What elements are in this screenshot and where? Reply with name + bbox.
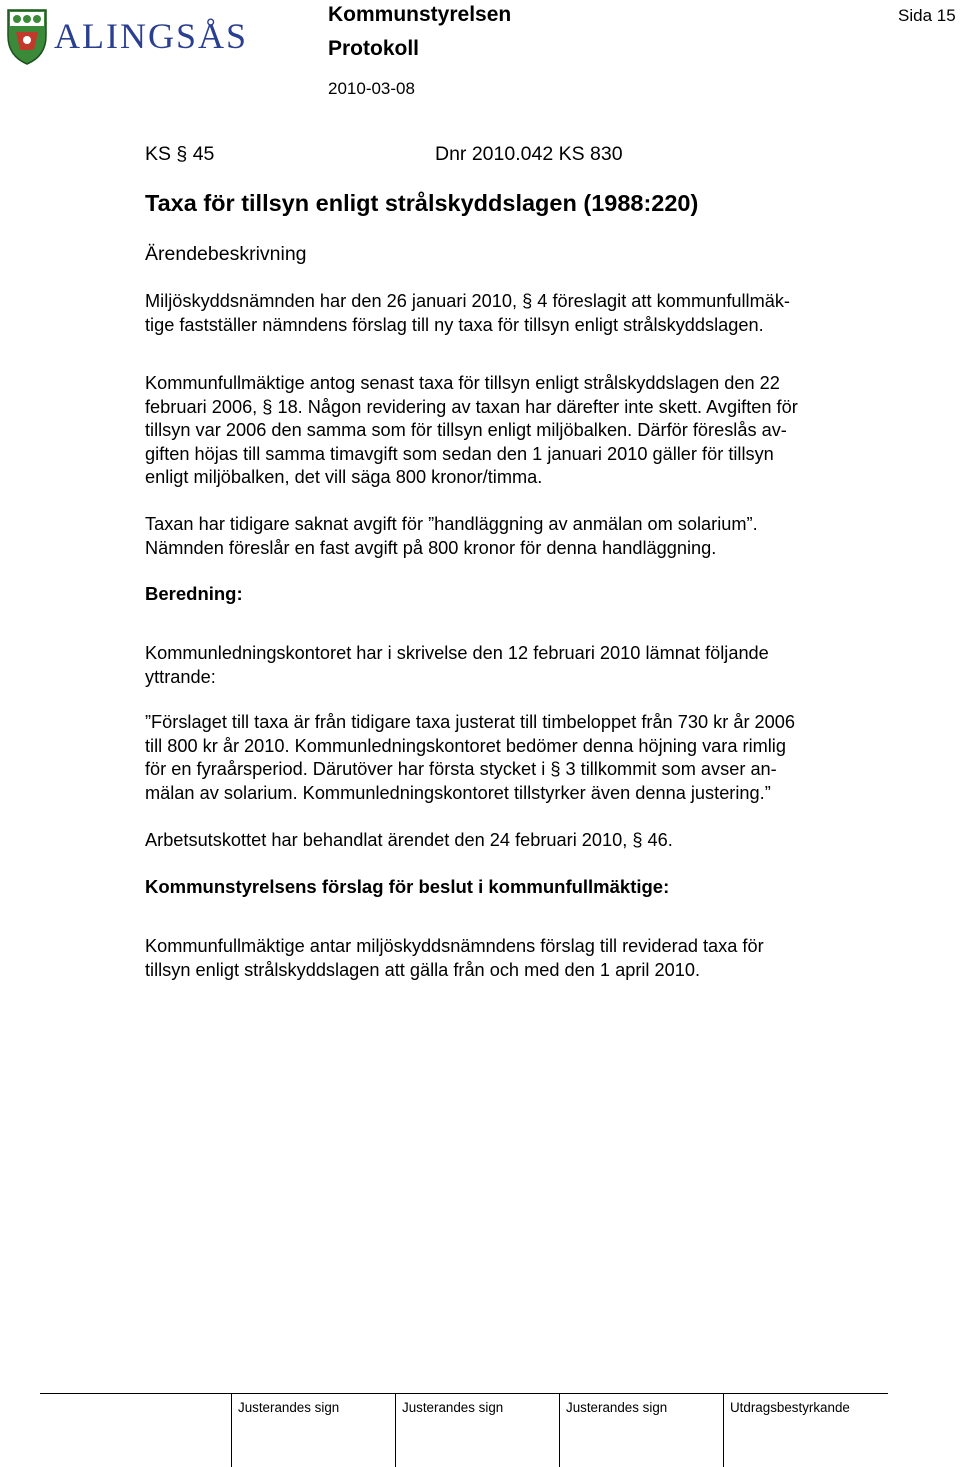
text-line: Kommunfullmäktige antar miljöskyddsnämndens förslag till reviderad taxa för (145, 936, 764, 956)
text-line: tillsyn var 2006 den samma som för tillsyn enligt miljöbalken. Därför föreslås av- (145, 420, 787, 440)
section-heading-forslag: Kommunstyrelsens förslag för beslut i kommunfullmäktige: (145, 876, 670, 897)
text-line: Taxan har tidigare saknat avgift för ”handläggning av anmälan om solarium”. (145, 514, 758, 534)
footer-sign-label: Justerandes sign (238, 1400, 340, 1415)
paragraph-4 (145, 642, 885, 689)
text-line: mälan av solarium. Kommunledningskontoret tillstyrker även denna justering.” (145, 782, 771, 803)
text-line: giften höjas till samma timavgift som sedan den 1 januari 2010 gäller för tillsyn (145, 443, 774, 464)
text-line: februari 2006, § 18. Någon revidering av taxan har därefter inte skett. Avgiften för (145, 396, 798, 417)
paragraph-2 (145, 372, 885, 490)
text-line: Kommunfullmäktige antog senast taxa för tillsyn enligt strålskyddslagen den 22 (145, 373, 780, 393)
footer-sign-label: Justerandes sign (402, 1400, 504, 1415)
paragraph-1 (145, 290, 885, 337)
footer-column-divider (559, 1393, 560, 1467)
footer-column-divider (231, 1393, 232, 1467)
svg-text:ALINGSÅS: ALINGSÅS (54, 16, 249, 56)
page-number: Sida 15 (898, 6, 956, 25)
paragraph-5-quote (145, 711, 885, 805)
text-line: ”Förslaget till taxa är från tidigare taxa justerat till timbeloppet från 730 kr år 2006 (145, 712, 796, 732)
alingsas-coat-of-arms-icon (4, 6, 294, 68)
header-org: Kommunstyrelsen (328, 3, 512, 26)
text-line: yttrande: (145, 666, 216, 687)
footer-column-divider (723, 1393, 724, 1467)
text-line: Miljöskyddsnämnden har den 26 januari 2010, § 4 föreslagit att kommunfullmäk- (145, 291, 790, 311)
text-line: till 800 kr år 2010. Kommunledningskontoret bedömer denna höjning vara rimlig (145, 735, 786, 756)
alingsas-logo (4, 6, 294, 68)
text-line: för en fyraårsperiod. Därutöver har första stycket i § 3 tillkommit som avser an- (145, 759, 777, 779)
footer-sign-label: Justerandes sign (566, 1400, 668, 1415)
header-date: 2010-03-08 (328, 79, 415, 98)
footer-certify-label: Utdragsbestyrkande (730, 1400, 850, 1415)
text-line: Arbetsutskottet har behandlat ärendet den 24 februari 2010, § 46. (145, 830, 673, 850)
case-number: KS § 45 (145, 143, 215, 165)
text-line: tige fastställer nämndens förslag till ny taxa för tillsyn enligt strålskyddslagen. (145, 314, 764, 335)
section-heading-beredning: Beredning: (145, 583, 243, 604)
diary-number: Dnr 2010.042 KS 830 (435, 143, 623, 165)
header-doctype: Protokoll (328, 37, 420, 60)
text-line: Kommunledningskontoret har i skrivelse den 12 februari 2010 lämnat följande (145, 643, 769, 663)
text-line: Nämnden föreslår en fast avgift på 800 kronor för denna handläggning. (145, 537, 717, 558)
page-title: Taxa för tillsyn enligt strålskyddslagen (1988:220) (145, 190, 699, 216)
section-heading-arende: Ärendebeskrivning (145, 243, 307, 265)
paragraph-3 (145, 513, 885, 560)
paragraph-6 (145, 829, 885, 853)
text-line: tillsyn enligt strålskyddslagen att gälla från och med den 1 april 2010. (145, 959, 701, 980)
text-line: enligt miljöbalken, det vill säga 800 kronor/timma. (145, 467, 543, 487)
footer-column-divider (395, 1393, 396, 1467)
footer-divider (40, 1393, 888, 1394)
paragraph-7 (145, 935, 885, 982)
